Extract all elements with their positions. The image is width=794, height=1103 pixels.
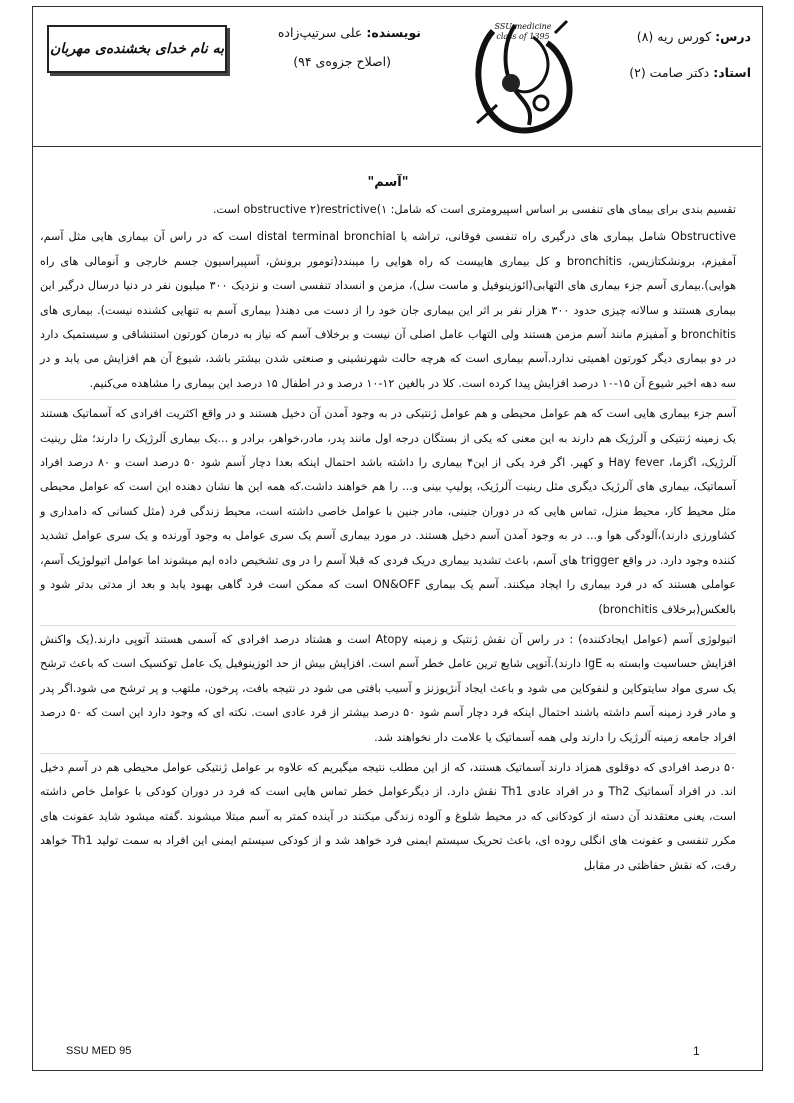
logo-text-line2: class of 1395 — [496, 32, 550, 41]
paragraph-etiology: اتیولوژی آسم (عوامل ایجادکننده) : در راس آن نقش ژنتیک و زمینه Atopy است و هشتاد درصد افرادی که آسمی هستند آتوپی دارند.(یک واکنش افزایش حساسیت وابسته به IgE دارند).آتوپی شایع ترین عامل خطر آسم است. افزایش بیش از حد ائوزینوفیل یک عامل توکسیک است که باعث ترشح یک سری مواد سایتوکاین و لنفوکاین می شود و باعث ایجاد آنژیوزنز و آسیب بافتی می شود در نتیجه بافت، پرخون، ملتهب و پر ترشح می شود.اگر پدر و مادر فرد زمینه آسم داشته باشند احتمال اینکه فرد دچار آسم شود ۵۰ درصد بیشتر از فرد عادی است. نکته ای که وجود دارد این است که ۵۰ درصد افراد جامعه زمینه آلرژیک را دارند ولی همه آسماتیک یا علامت دار نخواهند شد. — [40, 625, 736, 750]
author-label: نویسنده: — [366, 25, 421, 40]
paragraph-twins: ۵۰ درصد افرادی که دوقلوی همزاد دارند آسماتیک هستند، که از این مطلب نتیجه میگیریم که علاوه بر عوامل ژنتیکی عوامل محیطی هم در آسم دخیل اند. در افراد آسماتیک Th2 و در افراد عادی Th1 نقش دارد. از دیگرعوامل خطر تماس هایی است که فرد در دوران کودکی با عوامل خاص داشته است، یعنی معتقدند آن دسته از کودکانی که در محیط شلوغ و آلوده زندگی میکنند در آینده کمتر به آسم مبتلا میشوند .گفته میشود شاید عفونت های مکرر تنفسی و عفونت های انگلی روده ای، باعث تحریک سیستم ایمنی فرد خواهد شد و از کودکی سیستم ایمنی این افراد به سمت تولید Th1 خواهد رفت، که نقش حفاظتی در مقابل — [40, 753, 736, 878]
author-value: علی سرتیپ‌زاده — [277, 25, 363, 40]
logo-text-line1: SSU medicine — [494, 22, 552, 31]
document-body — [40, 172, 736, 881]
page-header — [33, 7, 761, 147]
course-label: درس: — [715, 29, 751, 44]
revision-note: (اصلاح جزوه‌ی ۹۴) — [293, 54, 391, 69]
teacher-label: استاد: — [713, 65, 751, 80]
footer-label: SSU MED 95 — [66, 1045, 132, 1057]
page-number: 1 — [693, 1044, 700, 1058]
paragraph-obstructive: Obstructive شامل بیماری های درگیری راه تنفسی فوقانی، تراشه یا distal terminal bronchial است که در راس آن بیماری هایی مثل آسم، آمفیزم، برونشکتازیس، bronchitis و کل بیماری هاییست که راه هوایی را میبندد(تومور برونش، آسپیراسیون جسم خارجی و آنومالی های راه هوایی).بیماری آسم جزء بیماری های التهابی(ائوزینوفیل و ماست سل)، مزمن و انسداد تنفسی است و نزدیک ۳۰۰ میلیون نفر در دنیا درسال درگیر این بیماری هستند و سالانه چیزی حدود ۳۰۰ هزار نفر بر اثر این بیماری جان خود را از دست می دهند( بیماری آسم به تنهایی کشنده نیست). بیماری های bronchitis و آمفیزم مانند آسم مزمن هستند ولی التهاب عامل اصلی آن نیست و برخلاف آسم که نیاز به درمان کورتون استنشاقی و سیستمیک دارد در دو بیماری دیگر کورتون اهمیتی ندارد.آسم بیماری است که هرچه حالت شهرنشینی و صنعتی شدن بیشتر باشد، شیوع آن هم افزایش می یابد و در سه دهه اخیر شیوع آن ۱۵-۱۰ درصد افزایش پیدا کرده است. کلا در بالغین ۱۲-۱۰ درصد و در اطفال ۱۵ درصد این بیماری را مشاهده می‌کنیم. — [40, 230, 737, 390]
author-info — [278, 25, 421, 69]
university-logo — [463, 13, 583, 141]
paragraph-environment-genetics: آسم جزء بیماری هایی است که هم عوامل محیطی و هم عوامل ژنتیکی در به وجود آمدن آن دخیل هستند و در واقع اکثریت افرادی که آسماتیک هستند یک زمینه ژنتیکی و آلرژیک هم دارند به این معنی که یکی از بستگان درجه اول مانند پدر، مادر،خواهر، برادر و ...یک بیماری آلرژیک را دارند؛ مثل رینیت آلرژیک، اگزما، Hay fever و کهیر. اگر فرد یکی از این۴ بیماری را داشته باشد احتمال اینکه بعدا دچار آسم شود ۵۰ درصد است و ۸۰ درصد افراد آسماتیک، بیماری های آلرژیک دیگری مثل رینیت آلرژیک، پولیپ بینی و... را هم خواهند داشت.که همه این ها نشان دهنده این است که عوامل محیطی مثل محیط کار، محیط منزل، تماس هایی که در دوران جنینی، مادر جنین با عوامل خاصی داشته است، محیط زندگی فرد (مثل کسانی که دامداری و کشاورزی دارند)،آلودگی هوا و... در به وجود آمدن آسم دخیل هستند. در مورد بیماری آسم یک سری عوامل به وجود آورنده و یک سری عوامل تشدید کننده وجود دارد. در واقع trigger های آسم، باعث تشدید بیماری دریک فردی که قبلا آسم را در وی تشخیص داده ایم میشوند اما عوامل اتیولوژیک آسم، عواملی هستند که در فرد بیماری را ایجاد میکنند. آسم یک بیماری ON&OFF است که ممکن است فرد گاهی بهبود یابد و بعد از مدتی بدتر شود و بالعکس(برخلاف bronchitis) — [40, 399, 736, 622]
bismillah-box: به نام خدای بخشنده‌ی مهربان — [47, 25, 227, 73]
course-value: کورس ریه (۸) — [636, 29, 712, 44]
paragraph-classification: تقسیم بندی برای بیمای های تنفسی بر اساس اسپیرومتری است که شامل: ۱)obstructive ۲)restrictive است. — [212, 203, 736, 216]
teacher-value: دکتر صامت (۲) — [629, 65, 710, 80]
course-info — [629, 27, 751, 99]
document-title: "آسم" — [367, 175, 409, 190]
